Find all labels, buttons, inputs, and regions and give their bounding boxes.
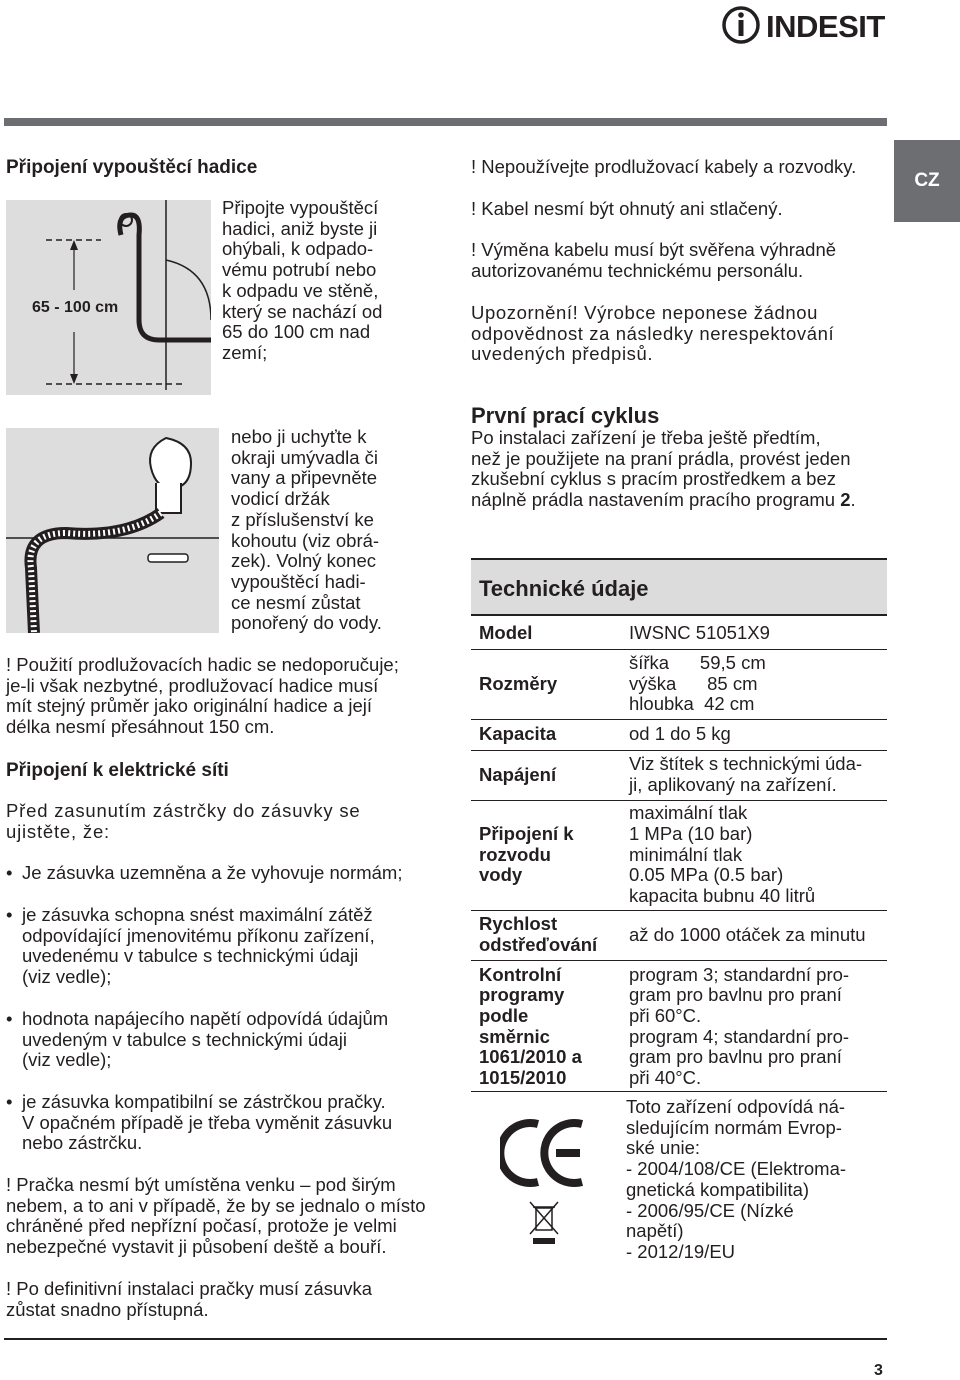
bullet-icon: •: [6, 1091, 13, 1112]
first-wash-text: Po instalaci zařízení je třeba ještě předtím, než je použijete na praní prádla, provést jeden zkušební cyklus s pracím prostředkem a bez náplně prádla nastavením pracího programu 2.: [471, 427, 856, 511]
extension-hose-warning: ! Použití prodlužovacích hadic se nedoporučuje; je-li však nezbytné, prodlužovací hadice musí mít stejný průměr jako originální hadice a její délka nesmí přesáhnout 150 cm.: [6, 654, 399, 738]
tech-table: [471, 618, 887, 1092]
caution-note: Upozornění! Výrobce neponese žádnou odpovědnost za následky nerespektování uvedených předpisů.: [471, 302, 835, 365]
weee-symbol: [527, 1200, 561, 1246]
language-tab-label: CZ: [914, 170, 940, 191]
ce-mark-icon: [500, 1118, 590, 1188]
table-row: Rychlost odstřeďování až do 1000 otáček za minutu: [471, 910, 887, 960]
bullet-icon: •: [6, 1008, 13, 1029]
outdoor-warning: ! Pračka nesmí být umístěna venku – pod širým nebem, a to ani v případě, že by se jednalo o místo chráněné před nepřízní počasí, protože je velmi nebezpečné vystavit ji působení deště a bouří.: [6, 1174, 426, 1258]
footer-rule: [4, 1338, 887, 1340]
tech-title-bar: [471, 558, 887, 616]
table-row: Napájení Viz štítek s technickými úda- ji, aplikovaný na zařízení.: [471, 750, 887, 800]
access-note: ! Po definitivní instalaci pračky musí zásuvka zůstat snadno přístupná.: [6, 1278, 373, 1320]
table-row: Připojení k rozvodu vody maximální tlak 1 MPa (10 bar) minimální tlak 0.05 MPa (0.5 bar) kapacita bubnu 40 litrů: [471, 800, 887, 910]
table-row: Model IWSNC 51051X9: [471, 618, 887, 649]
measure-label: 65 - 100 cm: [32, 299, 119, 316]
electric-heading: Připojení k elektrické síti: [6, 760, 229, 781]
drain-heading: Připojení vypouštěcí hadice: [6, 157, 258, 178]
bullet-icon: •: [6, 862, 13, 883]
table-row: Kapacita od 1 do 5 kg: [471, 719, 887, 750]
drain-figure-2: [6, 428, 219, 633]
eu-directives: Toto zařízení odpovídá ná- sledujícím normám Evrop- ské unie: - 2004/108/CE (Elektroma- gnetická kompatibilita) - 2006/95/CE (Nízké napětí) - 2012/19/EU: [626, 1096, 847, 1262]
brand-logo: [722, 4, 890, 46]
language-tab: [894, 140, 960, 222]
tech-title: Technické údaje: [479, 576, 649, 601]
crossed-bin-icon: [527, 1200, 561, 1246]
drain-figure-1: [6, 200, 211, 395]
ce-mark: [500, 1118, 590, 1188]
electric-intro: Před zasunutím zástrčky do zásuvky se ujistěte, že:: [6, 800, 361, 842]
bullet-icon: •: [6, 904, 13, 925]
table-row: Rozměry šířka 59,5 cm výška 85 cm hloubka 42 cm: [471, 649, 887, 719]
brand-name: INDESIT: [766, 9, 885, 44]
page-number: 3: [874, 1362, 883, 1379]
drain-text-1: Připojte vypouštěcí hadici, aniž byste ji ohýbali, k odpado- vému potrubí nebo k odpadu ve stěně, který se nachází od 65 do 100 cm nad zemí;: [222, 197, 383, 363]
first-wash-heading: První prací cyklus: [471, 403, 660, 428]
drain-text-2: nebo ji uchyťte k okraji umývadla či vany a připevněte vodicí držák z příslušenství ke kohoutu (viz obrá- zek). Volný konec vypouštěcí hadi- ce nesmí zůstat ponořený do vody.: [231, 426, 382, 634]
table-row: Kontrolní programy podle směrnic 1061/2010 a 1015/2010 program 3; standardní pro- gram pro bavlnu pro praní při 60°C. program 4; standardní pro- gram pro bavlnu pro praní při 40°C.: [471, 960, 887, 1091]
header-rule: [4, 118, 887, 126]
cable-notes: ! Nepoužívejte prodlužovací kabely a rozvodky. ! Kabel nesmí být ohnutý ani stlačený. ! Výměna kabelu musí být svěřena výhradně autorizovanému technickému personálu.: [471, 156, 857, 282]
